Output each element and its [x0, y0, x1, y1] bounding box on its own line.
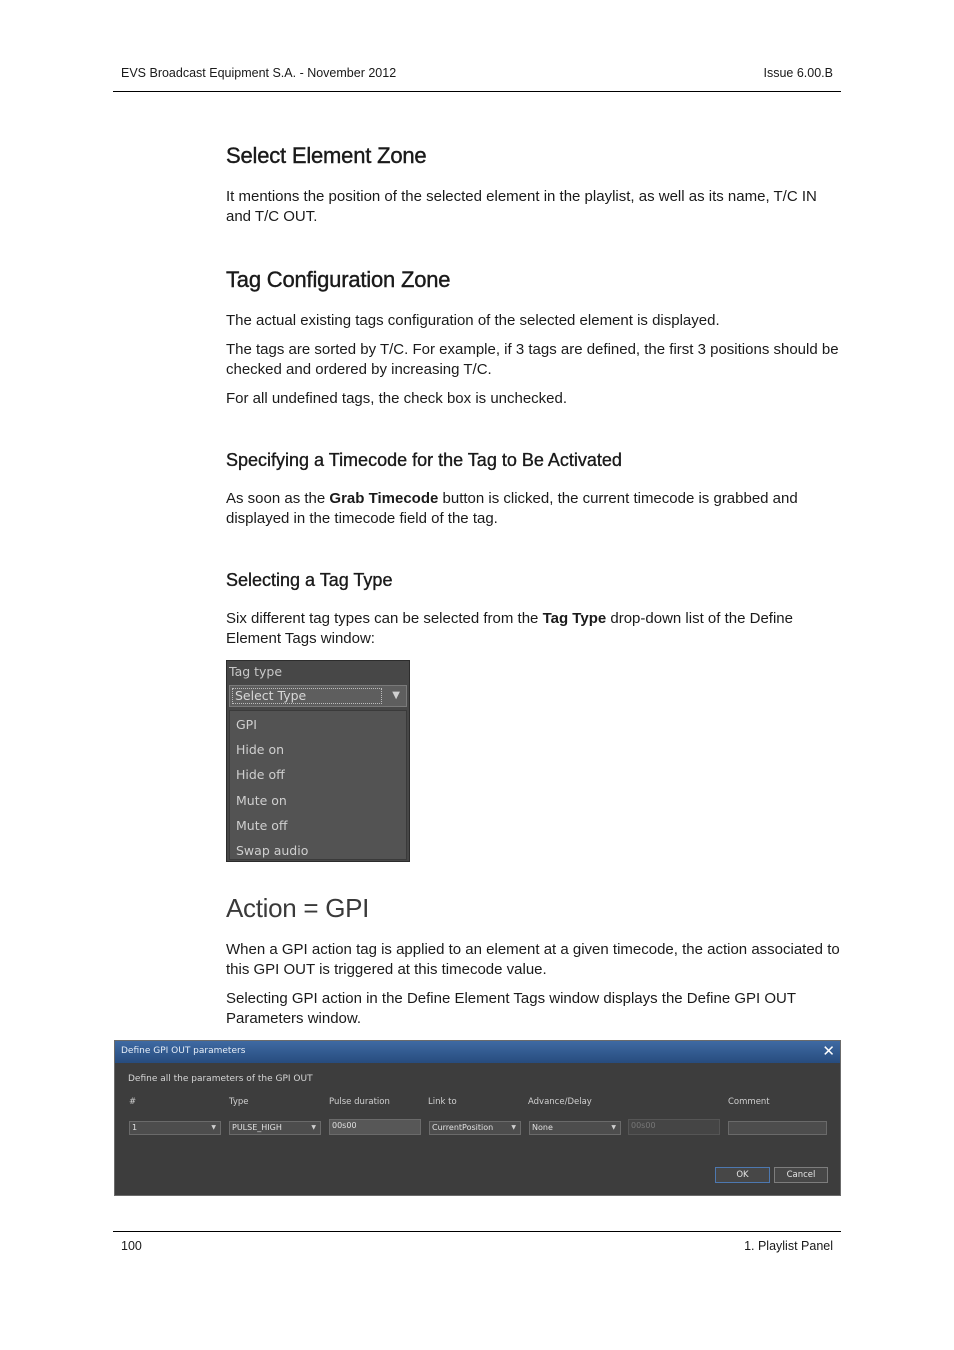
chevron-down-icon: ▼: [311, 1124, 316, 1131]
chevron-down-icon: ▼: [392, 690, 400, 701]
paragraph-tag-config-3: For all undefined tags, the check box is unchecked.: [226, 390, 568, 407]
gpi-number-select[interactable]: 1 ▼: [129, 1121, 221, 1135]
close-icon[interactable]: ✕: [822, 1042, 835, 1060]
tag-type-selected-value: Select Type: [232, 688, 382, 704]
option-hide-on[interactable]: Hide on: [236, 742, 285, 757]
window-titlebar: [115, 1041, 840, 1063]
paragraph-tag-type: Six different tag types can be selected from the Tag Type drop-down list of the Define Element Tags window:: [226, 610, 793, 647]
option-mute-off[interactable]: Mute off: [236, 818, 288, 833]
page-number: 100: [121, 1239, 142, 1253]
paragraph-tag-config-1: The actual existing tags configuration of the selected element is displayed.: [226, 312, 720, 329]
page-footer: [113, 1231, 841, 1253]
column-header-pulse-duration: Pulse duration: [329, 1097, 390, 1107]
heading-selecting-tag-type: Selecting a Tag Type: [226, 570, 393, 590]
page-header: [113, 0, 841, 92]
column-header-type: Type: [229, 1097, 249, 1107]
paragraph-select-element: It mentions the position of the selected element in the playlist, as well as its name, T/C IN and T/C OUT.: [226, 188, 817, 225]
column-header-number: #: [129, 1097, 137, 1107]
window-description: Define all the parameters of the GPI OUT: [128, 1074, 313, 1084]
link-to-select[interactable]: CurrentPosition ▼: [429, 1121, 521, 1135]
ok-button[interactable]: OK: [715, 1167, 770, 1183]
chevron-down-icon: ▼: [611, 1124, 616, 1131]
define-gpi-out-window-screenshot: [114, 1040, 841, 1196]
option-mute-on[interactable]: Mute on: [236, 793, 287, 808]
chevron-down-icon: ▼: [511, 1124, 516, 1131]
paragraph-timecode: As soon as the Grab Timecode button is clicked, the current timecode is grabbed and displayed in the timecode field of the tag.: [226, 490, 798, 527]
header-publisher: EVS Broadcast Equipment S.A. - November 2012: [121, 66, 397, 80]
heading-select-element-zone: Select Element Zone: [226, 143, 427, 168]
bold-tag-type: Tag Type: [542, 610, 607, 627]
advance-delay-time-input[interactable]: 00s00: [628, 1119, 720, 1135]
column-header-comment: Comment: [728, 1097, 770, 1107]
tag-type-select[interactable]: [229, 685, 407, 707]
heading-action-gpi: Action = GPI: [226, 893, 370, 923]
option-hide-off[interactable]: Hide off: [236, 767, 285, 782]
advance-delay-select[interactable]: None ▼: [529, 1121, 621, 1135]
column-header-advance-delay: Advance/Delay: [528, 1097, 592, 1107]
chevron-down-icon: ▼: [211, 1124, 216, 1131]
gpi-type-select[interactable]: PULSE_HIGH ▼: [229, 1121, 321, 1135]
paragraph-tag-config-2: The tags are sorted by T/C. For example, if 3 tags are defined, the first 3 positions should be checked and ordered by increasing T/C.: [226, 341, 839, 378]
paragraph-gpi-1: When a GPI action tag is applied to an element at a given timecode, the action associated to this GPI OUT is triggered at this timecode value.: [226, 941, 840, 978]
cancel-button[interactable]: Cancel: [774, 1167, 828, 1183]
paragraph-gpi-2: Selecting GPI action in the Define Element Tags window displays the Define GPI OUT Parameters window.: [226, 990, 796, 1027]
pulse-duration-input[interactable]: 00s00: [329, 1119, 421, 1135]
tag-type-dropdown-screenshot: [226, 660, 410, 862]
heading-specifying-timecode: Specifying a Timecode for the Tag to Be Activated: [226, 450, 622, 470]
comment-input[interactable]: [728, 1121, 827, 1135]
option-gpi[interactable]: GPI: [236, 717, 257, 732]
header-issue: Issue 6.00.B: [763, 66, 833, 80]
window-title: Define GPI OUT parameters: [121, 1046, 246, 1056]
column-header-link-to: Link to: [428, 1097, 457, 1107]
tag-type-options-list: [229, 710, 407, 860]
footer-chapter: 1. Playlist Panel: [744, 1239, 833, 1253]
tag-type-label: Tag type: [229, 664, 283, 679]
option-swap-audio[interactable]: Swap audio: [236, 843, 309, 858]
heading-tag-configuration-zone: Tag Configuration Zone: [226, 267, 451, 292]
bold-grab-timecode: Grab Timecode: [329, 490, 439, 507]
